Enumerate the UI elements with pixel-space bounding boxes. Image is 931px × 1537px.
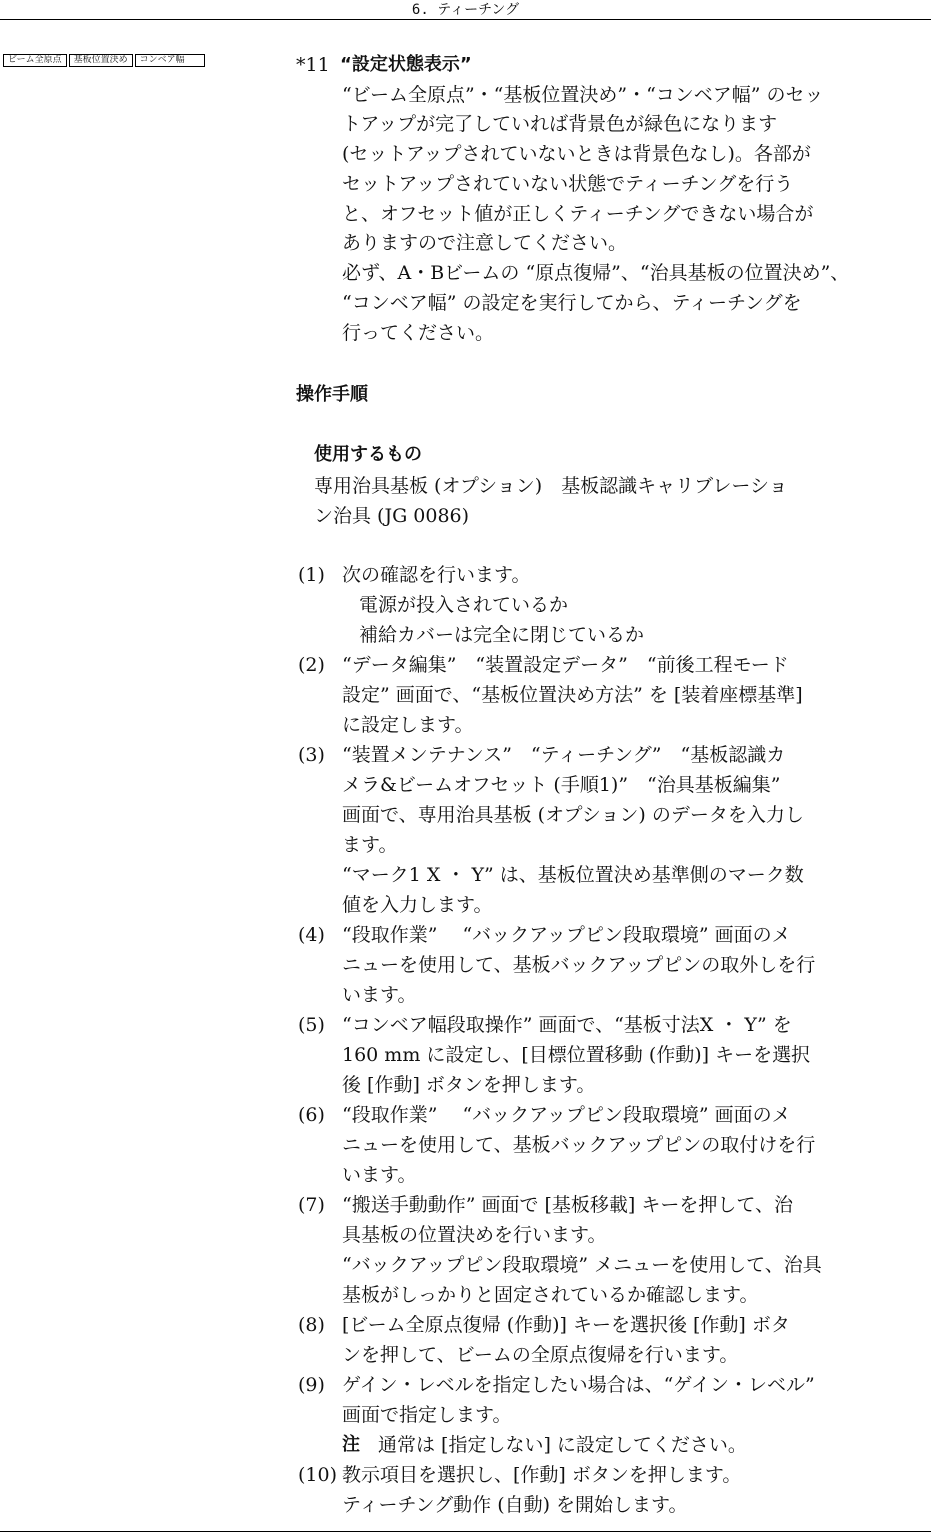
step-line: “装置メンテナンス” “ティーチング” “基板認識カ bbox=[342, 744, 786, 766]
step-line: “マーク1 X ・ Y” は、基板位置決め基準側のマーク数 bbox=[342, 864, 804, 886]
procedure-heading: 操作手順 bbox=[296, 384, 368, 405]
step-line: 設定” 画面で、“基板位置決め方法” を [装着座標基準] bbox=[342, 684, 803, 706]
setup-status-indicator bbox=[3, 54, 205, 67]
step-line: “搬送手動動作” 画面で [基板移載] キーを押して、治 bbox=[342, 1194, 793, 1216]
step-line: “段取作業” “バックアップピン段取環境” 画面のメ bbox=[342, 1104, 791, 1126]
header-rule bbox=[0, 19, 931, 20]
step-line: “コンベア幅段取操作” 画面で、“基板寸法X ・ Y” を bbox=[342, 1014, 792, 1036]
step-number: (3) bbox=[298, 744, 325, 766]
step-number: (1) bbox=[298, 564, 325, 586]
step-line: ンを押して、ビームの全原点復帰を行います。 bbox=[342, 1344, 739, 1366]
step-subitem: 電源が投入されているか bbox=[359, 594, 569, 616]
step-number: (2) bbox=[298, 654, 325, 676]
indicator-conveyor-width: コンベア幅 bbox=[135, 54, 205, 67]
step-line: ニューを使用して、基板バックアップピンの取外しを行 bbox=[342, 954, 816, 976]
indicator-board-positioning: 基板位置決め bbox=[69, 54, 133, 67]
step-number: (9) bbox=[298, 1374, 325, 1396]
step-line: います。 bbox=[342, 1164, 417, 1186]
indicator-beam-origin: ビーム全原点 bbox=[3, 54, 67, 67]
step-number: (10) bbox=[298, 1464, 338, 1486]
step-line: 画面で、専用治具基板 (オプション) のデータを入力し bbox=[342, 804, 804, 826]
note-line: (セットアップされていないときは背景色なし)。各部が bbox=[342, 143, 811, 165]
step-line: [ビーム全原点復帰 (作動)] キーを選択後 [作動] ボタ bbox=[342, 1314, 790, 1336]
step-number: (6) bbox=[298, 1104, 325, 1126]
step-number: (4) bbox=[298, 924, 325, 946]
note-line: と、オフセット値が正しくティーチングできない場合が bbox=[342, 203, 814, 225]
step-line: ティーチング動作 (自動) を開始します。 bbox=[342, 1494, 688, 1516]
note-line: “コンベア幅” の設定を実行してから、ティーチングを bbox=[342, 292, 802, 314]
step-line: 教示項目を選択し、[作動] ボタンを押します。 bbox=[342, 1464, 742, 1486]
step-number: (7) bbox=[298, 1194, 325, 1216]
note-line: セットアップされていない状態でティーチングを行う bbox=[342, 173, 794, 195]
step-line: “データ編集” “装置設定データ” “前後工程モード bbox=[342, 654, 789, 676]
step-line: メラ&ビームオフセット (手順1)” “治具基板編集” bbox=[342, 774, 781, 796]
note-line: トアップが完了していれば背景色が緑色になります bbox=[342, 113, 778, 135]
step-line: ニューを使用して、基板バックアップピンの取付けを行 bbox=[342, 1134, 816, 1156]
step-line: 160 mm に設定し、[目標位置移動 (作動)] キーを選択 bbox=[342, 1044, 811, 1066]
chapter-title: 6. ティーチング bbox=[411, 2, 520, 18]
step-line: “バックアップピン段取環境” メニューを使用して、治具 bbox=[342, 1254, 822, 1276]
items-used-line: 専用治具基板 (オプション) 基板認識キャリブレーショ bbox=[314, 475, 788, 497]
footer-rule bbox=[0, 1531, 931, 1532]
note-marker: *11 bbox=[296, 54, 330, 76]
note-line: 行ってください。 bbox=[342, 322, 495, 344]
step-line: います。 bbox=[342, 984, 417, 1006]
step-line: 具基板の位置決めを行います。 bbox=[342, 1224, 607, 1246]
items-used-line: ン治具 (JG 0086) bbox=[314, 505, 470, 527]
note-line: 必ず、A・Bビームの “原点復帰”、“治具基板の位置決め”、 bbox=[342, 262, 850, 284]
step-number: (8) bbox=[298, 1314, 325, 1336]
note-line: “ビーム全原点”・“基板位置決め”・“コンベア幅” のセッ bbox=[342, 84, 824, 106]
note-line: ありますので注意してください。 bbox=[342, 232, 628, 254]
items-used-heading: 使用するもの bbox=[314, 444, 422, 465]
step-subitem: 補給カバーは完全に閉じているか bbox=[359, 624, 645, 646]
note-title: “設定状態表示” bbox=[340, 54, 472, 75]
step-line: 値を入力します。 bbox=[342, 894, 493, 916]
note-label: 注 bbox=[342, 1434, 360, 1455]
step-line: に設定します。 bbox=[342, 714, 474, 736]
step-line: ゲイン・レベルを指定したい場合は、“ゲイン・レベル” bbox=[342, 1374, 815, 1396]
step-line: 後 [作動] ボタンを押します。 bbox=[342, 1074, 596, 1096]
step-line: 次の確認を行います。 bbox=[342, 564, 531, 586]
page-header bbox=[0, 0, 931, 20]
step-line: “段取作業” “バックアップピン段取環境” 画面のメ bbox=[342, 924, 791, 946]
step-line: 基板がしっかりと固定されているか確認します。 bbox=[342, 1284, 759, 1306]
note-text: 通常は [指定しない] に設定してください。 bbox=[378, 1434, 747, 1456]
step-line: ます。 bbox=[342, 834, 398, 856]
step-number: (5) bbox=[298, 1014, 325, 1036]
step-line: 画面で指定します。 bbox=[342, 1404, 512, 1426]
